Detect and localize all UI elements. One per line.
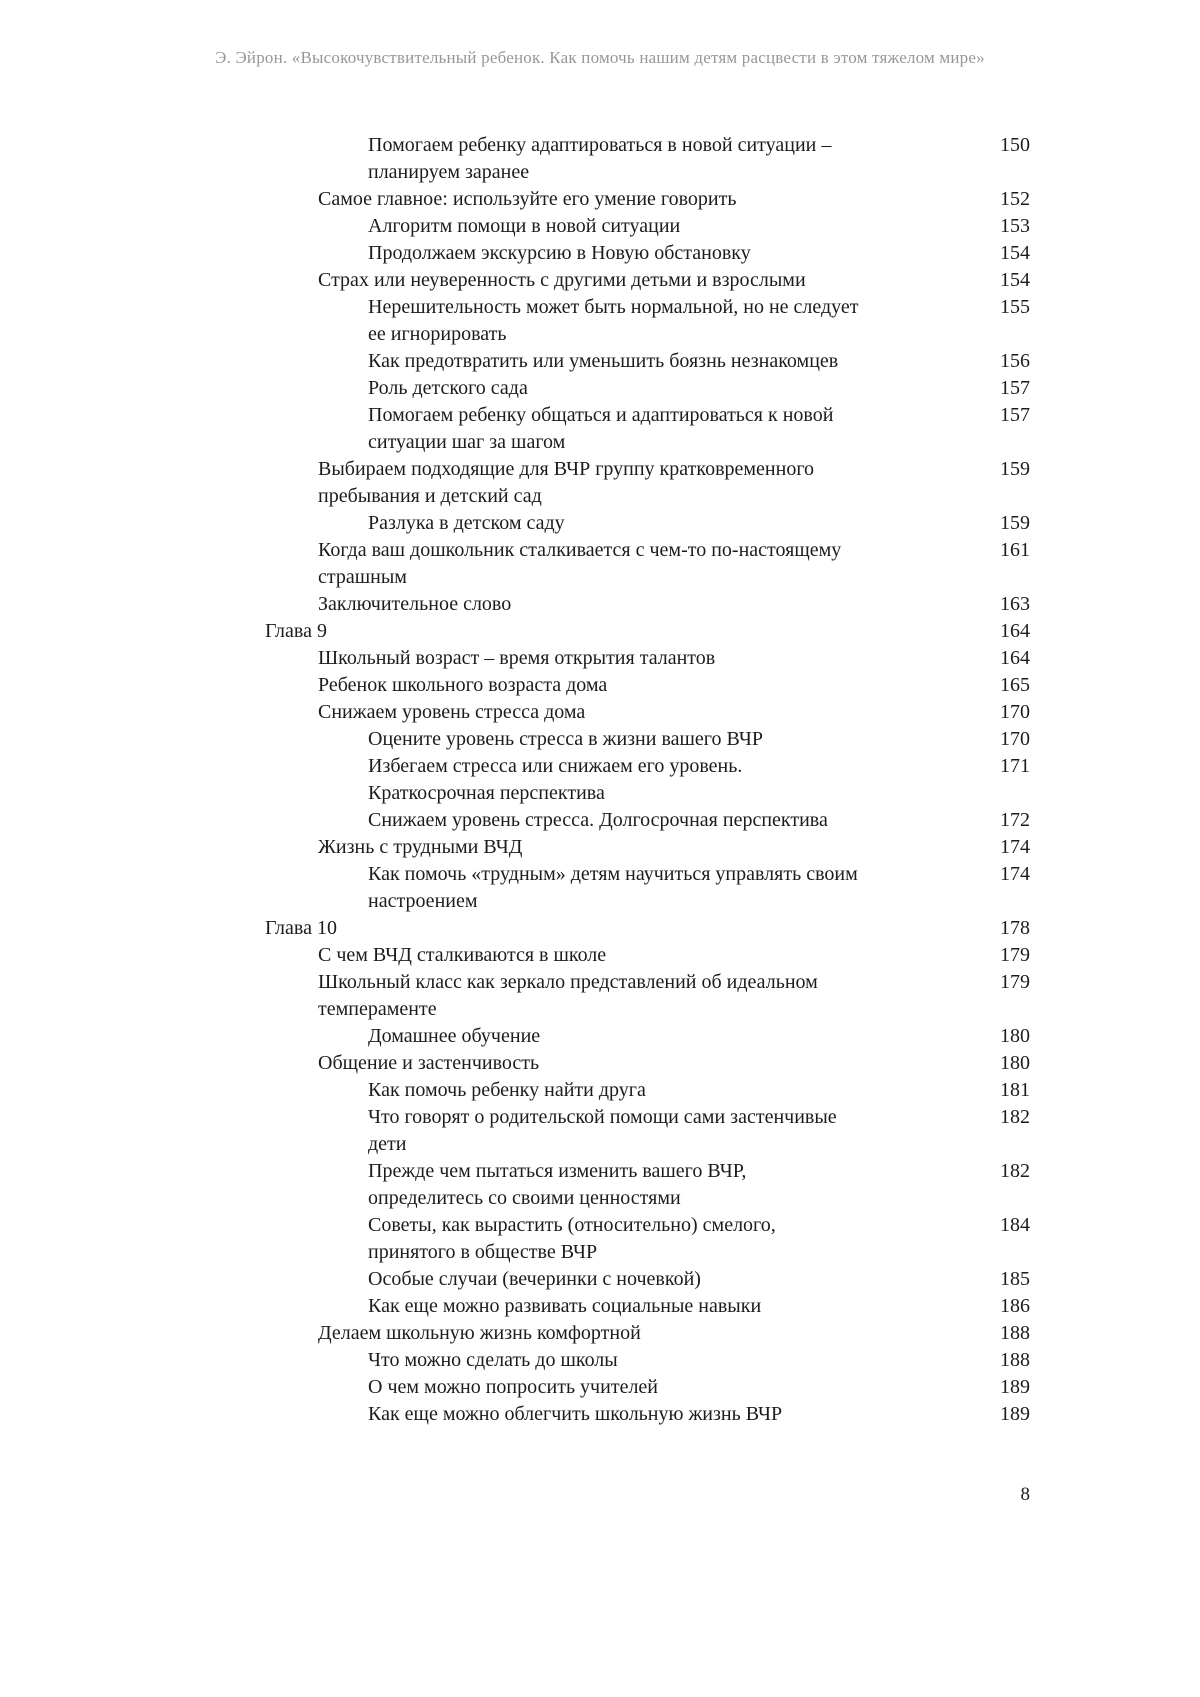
toc-entry-title: Самое главное: используйте его умение говорить — [318, 188, 737, 210]
toc-entry — [265, 240, 1030, 267]
toc-entry-page: 189 — [1000, 1376, 1030, 1398]
toc-entry-page: 174 — [1000, 836, 1030, 858]
toc-entry — [265, 1293, 1030, 1320]
toc-entry-title: Глава 9 — [265, 620, 327, 642]
running-header: Э. Эйрон. «Высокочувствительный ребенок. Как помочь нашим детям расцвести в этом тяжелом мире» — [215, 48, 985, 67]
toc-entry-page: 180 — [1000, 1025, 1030, 1047]
toc-entry — [265, 294, 1030, 348]
toc-entry-page: 165 — [1000, 674, 1030, 696]
toc-entry-title: Снижаем уровень стресса. Долгосрочная перспектива — [368, 809, 828, 831]
toc-entry — [265, 1320, 1030, 1347]
toc-entry — [265, 699, 1030, 726]
toc-entry — [265, 213, 1030, 240]
toc-entry — [265, 969, 1030, 1023]
toc-entry — [265, 267, 1030, 294]
toc-entry-page: 163 — [1000, 593, 1030, 615]
toc-entry-title: Советы, как вырастить (относительно) смелого, принятого в обществе ВЧР — [368, 1214, 776, 1263]
toc-entry-page: 182 — [1000, 1106, 1030, 1128]
toc-entry — [265, 861, 1030, 915]
toc-entry-page: 157 — [1000, 404, 1030, 426]
toc-list — [265, 132, 1030, 1428]
toc-entry-title: Алгоритм помощи в новой ситуации — [368, 215, 681, 237]
toc-entry — [265, 1023, 1030, 1050]
toc-entry — [265, 132, 1030, 186]
toc-entry-page: 150 — [1000, 134, 1030, 156]
toc-entry-title: Школьный возраст – время открытия талантов — [318, 647, 716, 669]
toc-entry-title: Как помочь ребенку найти друга — [368, 1079, 646, 1101]
toc-entry-title: Помогаем ребенку адаптироваться в новой ситуации – планируем заранее — [368, 134, 832, 183]
toc-entry-title: Как помочь «трудным» детям научиться управлять своим настроением — [368, 863, 858, 912]
toc-entry-title: Нерешительность может быть нормальной, но не следует ее игнорировать — [368, 296, 859, 345]
toc-entry — [265, 753, 1030, 807]
toc-entry-title: Прежде чем пытаться изменить вашего ВЧР, определитесь со своими ценностями — [368, 1160, 747, 1209]
toc-entry — [265, 456, 1030, 510]
toc-entry-title: Страх или неуверенность с другими детьми и взрослыми — [318, 269, 806, 291]
toc-entry-page: 161 — [1000, 539, 1030, 561]
toc-entry-title: Делаем школьную жизнь комфортной — [318, 1322, 641, 1344]
toc-entry-page: 153 — [1000, 215, 1030, 237]
toc-entry-page: 181 — [1000, 1079, 1030, 1101]
toc-entry — [265, 1212, 1030, 1266]
toc-entry-title: Когда ваш дошкольник сталкивается с чем-то по-настоящему страшным — [318, 539, 842, 588]
toc-entry-title: Заключительное слово — [318, 593, 512, 615]
toc-entry-title: Школьный класс как зеркало представлений об идеальном темпераменте — [318, 971, 818, 1020]
toc-entry-page: 152 — [1000, 188, 1030, 210]
toc-entry — [265, 1104, 1030, 1158]
toc-entry-page: 180 — [1000, 1052, 1030, 1074]
toc-entry-page: 159 — [1000, 512, 1030, 534]
toc-entry — [265, 591, 1030, 618]
toc-entry-title: Помогаем ребенку общаться и адаптироваться к новой ситуации шаг за шагом — [368, 404, 834, 453]
toc-entry-page: 184 — [1000, 1214, 1030, 1236]
toc-entry-page: 174 — [1000, 863, 1030, 885]
toc-entry — [265, 672, 1030, 699]
toc-entry-page: 186 — [1000, 1295, 1030, 1317]
toc-entry-title: Особые случаи (вечеринки с ночевкой) — [368, 1268, 701, 1290]
toc-entry-page: 188 — [1000, 1349, 1030, 1371]
toc-entry-title: Продолжаем экскурсию в Новую обстановку — [368, 242, 751, 264]
toc-entry-page: 155 — [1000, 296, 1030, 318]
toc-entry-title: Ребенок школьного возраста дома — [318, 674, 608, 696]
toc-entry-page: 157 — [1000, 377, 1030, 399]
toc-entry — [265, 537, 1030, 591]
toc-entry-title: Как предотвратить или уменьшить боязнь незнакомцев — [368, 350, 839, 372]
toc-entry — [265, 1077, 1030, 1104]
toc-entry-page: 156 — [1000, 350, 1030, 372]
toc-entry-title: Как еще можно развивать социальные навыки — [368, 1295, 762, 1317]
page-number: 8 — [1020, 1484, 1030, 1505]
toc-entry-title: Что можно сделать до школы — [368, 1349, 618, 1371]
toc-entry — [265, 1401, 1030, 1428]
toc-entry-title: Оцените уровень стресса в жизни вашего ВЧР — [368, 728, 763, 750]
toc-entry — [265, 915, 1030, 942]
toc-entry — [265, 1266, 1030, 1293]
toc-entry-title: Снижаем уровень стресса дома — [318, 701, 586, 723]
toc-entry-page: 154 — [1000, 242, 1030, 264]
toc-entry — [265, 1158, 1030, 1212]
toc-entry-title: Жизнь с трудными ВЧД — [318, 836, 523, 858]
toc-entry — [265, 807, 1030, 834]
toc-entry — [265, 618, 1030, 645]
toc-entry — [265, 402, 1030, 456]
toc-entry-title: О чем можно попросить учителей — [368, 1376, 658, 1398]
toc-entry — [265, 1374, 1030, 1401]
toc-entry-title: Избегаем стресса или снижаем его уровень. Краткосрочная перспектива — [368, 755, 743, 804]
toc-entry-page: 182 — [1000, 1160, 1030, 1182]
toc-entry — [265, 348, 1030, 375]
toc-entry-page: 179 — [1000, 971, 1030, 993]
toc-entry-page: 188 — [1000, 1322, 1030, 1344]
toc-entry-page: 189 — [1000, 1403, 1030, 1425]
toc-entry — [265, 1347, 1030, 1374]
toc-entry-page: 164 — [1000, 620, 1030, 642]
toc-entry-page: 171 — [1000, 755, 1030, 777]
toc-entry-title: Как еще можно облегчить школьную жизнь ВЧР — [368, 1403, 783, 1425]
toc-entry — [265, 834, 1030, 861]
toc-entry-page: 178 — [1000, 917, 1030, 939]
toc-entry-title: Общение и застенчивость — [318, 1052, 540, 1074]
toc-entry-page: 179 — [1000, 944, 1030, 966]
toc-entry-title: С чем ВЧД сталкиваются в школе — [318, 944, 607, 966]
toc-entry-page: 159 — [1000, 458, 1030, 480]
toc-entry-title: Роль детского сада — [368, 377, 528, 399]
toc-entry — [265, 186, 1030, 213]
toc-entry-page: 185 — [1000, 1268, 1030, 1290]
toc-entry — [265, 645, 1030, 672]
toc-entry-page: 172 — [1000, 809, 1030, 831]
toc-entry-page: 170 — [1000, 728, 1030, 750]
toc-entry-title: Выбираем подходящие для ВЧР группу кратковременного пребывания и детский сад — [318, 458, 815, 507]
toc-entry — [265, 375, 1030, 402]
toc-entry-title: Глава 10 — [265, 917, 337, 939]
toc-entry-page: 164 — [1000, 647, 1030, 669]
toc-entry-title: Домашнее обучение — [368, 1025, 541, 1047]
toc-entry-title: Что говорят о родительской помощи сами застенчивые дети — [368, 1106, 837, 1155]
toc-entry — [265, 726, 1030, 753]
toc-entry — [265, 510, 1030, 537]
toc-entry-page: 154 — [1000, 269, 1030, 291]
toc-entry — [265, 1050, 1030, 1077]
toc-entry-title: Разлука в детском саду — [368, 512, 565, 534]
toc-entry-page: 170 — [1000, 701, 1030, 723]
toc-entry — [265, 942, 1030, 969]
